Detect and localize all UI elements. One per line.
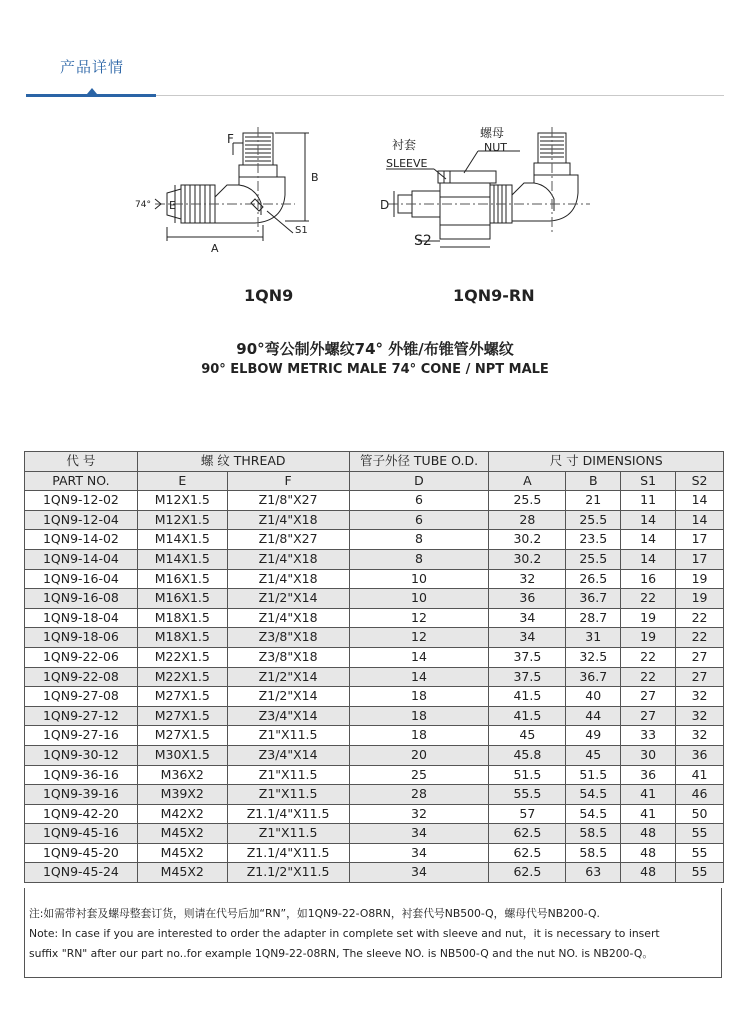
table-cell: Z1/2"X14	[227, 589, 349, 609]
table-cell: Z1.1/4"X11.5	[227, 804, 349, 824]
table-cell: 22	[621, 647, 676, 667]
header-dimensions: 尺 寸 DIMENSIONS	[489, 452, 724, 472]
table-cell: 48	[621, 843, 676, 863]
table-cell: Z1"X11.5	[227, 785, 349, 805]
table-cell: 49	[566, 726, 621, 746]
table-cell: 1QN9-27-08	[25, 687, 138, 707]
table-cell: 1QN9-36-16	[25, 765, 138, 785]
table-cell: Z1/8"X27	[227, 491, 349, 511]
table-cell: 32	[676, 706, 724, 726]
table-cell: 20	[349, 745, 489, 765]
table-cell: Z1/4"X18	[227, 549, 349, 569]
table-cell: 17	[676, 549, 724, 569]
table-cell: M22X1.5	[137, 647, 227, 667]
header-f: F	[227, 471, 349, 491]
table-cell: M27X1.5	[137, 687, 227, 707]
note-line-en-1: Note: In case if you are interested to order the adapter in complete set with sleeve and nut，it is necessary to insert	[29, 927, 660, 940]
table-cell: 27	[676, 647, 724, 667]
table-cell: 1QN9-18-04	[25, 608, 138, 628]
table-cell: 55	[676, 824, 724, 844]
table-cell: 28	[349, 785, 489, 805]
table-cell: M36X2	[137, 765, 227, 785]
table-cell: 30.2	[489, 549, 566, 569]
table-cell: 32.5	[566, 647, 621, 667]
model-label-1qn9-rn: 1QN9-RN	[453, 286, 535, 305]
table-cell: 1QN9-45-16	[25, 824, 138, 844]
spec-table	[24, 451, 724, 883]
table-cell: 30	[621, 745, 676, 765]
table-cell: M45X2	[137, 824, 227, 844]
table-cell: 1QN9-42-20	[25, 804, 138, 824]
table-cell: 14	[676, 491, 724, 511]
header-d: D	[349, 471, 489, 491]
header-b: B	[566, 471, 621, 491]
table-cell: Z1"X11.5	[227, 765, 349, 785]
table-row	[25, 569, 724, 589]
table-cell: M30X1.5	[137, 745, 227, 765]
table-cell: 22	[676, 608, 724, 628]
table-cell: 34	[489, 628, 566, 648]
table-cell: 25	[349, 765, 489, 785]
table-cell: 55	[676, 863, 724, 883]
table-cell: 55.5	[489, 785, 566, 805]
table-row	[25, 785, 724, 805]
table-row	[25, 824, 724, 844]
table-cell: 1QN9-45-24	[25, 863, 138, 883]
table-cell: 1QN9-12-02	[25, 491, 138, 511]
table-cell: 41.5	[489, 706, 566, 726]
table-cell: 14	[621, 530, 676, 550]
table-cell: 50	[676, 804, 724, 824]
header-s1: S1	[621, 471, 676, 491]
table-cell: 1QN9-39-16	[25, 785, 138, 805]
section-tab-caret	[87, 88, 97, 94]
header-tube: 管子外径 TUBE O.D.	[349, 452, 489, 472]
table-cell: 21	[566, 491, 621, 511]
table-cell: 37.5	[489, 667, 566, 687]
table-subheader-row	[25, 471, 724, 491]
table-cell: 51.5	[566, 765, 621, 785]
notes-box	[24, 888, 722, 978]
header-thread: 螺 纹 THREAD	[137, 452, 349, 472]
table-cell: 62.5	[489, 863, 566, 883]
table-cell: Z1/4"X18	[227, 608, 349, 628]
table-cell: 22	[621, 589, 676, 609]
table-row	[25, 491, 724, 511]
table-cell: 44	[566, 706, 621, 726]
table-cell: 10	[349, 569, 489, 589]
table-row	[25, 589, 724, 609]
dim-s1-label: S1	[295, 225, 308, 236]
table-cell: 22	[621, 667, 676, 687]
table-cell: 41	[676, 765, 724, 785]
table-cell: 28.7	[566, 608, 621, 628]
table-cell: M22X1.5	[137, 667, 227, 687]
table-cell: 34	[349, 824, 489, 844]
callout-nut-cn: 螺母	[480, 126, 505, 140]
table-cell: M14X1.5	[137, 549, 227, 569]
table-cell: Z3/4"X14	[227, 745, 349, 765]
section-tab-underline	[26, 94, 156, 97]
table-cell: 8	[349, 549, 489, 569]
table-cell: 14	[621, 510, 676, 530]
table-cell: 25.5	[566, 549, 621, 569]
dim-b-label: B	[311, 171, 319, 184]
table-cell: 46	[676, 785, 724, 805]
table-cell: 62.5	[489, 843, 566, 863]
table-cell: 25.5	[489, 491, 566, 511]
table-cell: 45	[489, 726, 566, 746]
table-cell: 31	[566, 628, 621, 648]
table-cell: Z1/4"X18	[227, 510, 349, 530]
table-cell: 48	[621, 824, 676, 844]
table-cell: 36	[676, 745, 724, 765]
table-cell: 32	[676, 726, 724, 746]
table-row	[25, 863, 724, 883]
table-cell: 18	[349, 726, 489, 746]
table-cell: M42X2	[137, 804, 227, 824]
table-cell: 1QN9-18-06	[25, 628, 138, 648]
table-row	[25, 510, 724, 530]
table-cell: 26.5	[566, 569, 621, 589]
header-s2: S2	[676, 471, 724, 491]
table-cell: 8	[349, 530, 489, 550]
dim-s2-label: S2	[414, 233, 432, 249]
table-cell: 14	[349, 667, 489, 687]
table-cell: 1QN9-14-02	[25, 530, 138, 550]
table-row	[25, 608, 724, 628]
table-row	[25, 667, 724, 687]
table-cell: 62.5	[489, 824, 566, 844]
table-cell: M18X1.5	[137, 628, 227, 648]
table-cell: 6	[349, 510, 489, 530]
table-cell: 1QN9-22-06	[25, 647, 138, 667]
table-cell: 27	[621, 706, 676, 726]
table-cell: 45.8	[489, 745, 566, 765]
table-cell: 41	[621, 804, 676, 824]
table-cell: Z1/8"X27	[227, 530, 349, 550]
header-code: 代 号	[25, 452, 138, 472]
table-row	[25, 628, 724, 648]
drawing-1qn9-rn	[378, 125, 598, 260]
table-row	[25, 726, 724, 746]
table-row	[25, 549, 724, 569]
table-row	[25, 647, 724, 667]
table-cell: 34	[349, 843, 489, 863]
table-cell: 18	[349, 687, 489, 707]
table-cell: M18X1.5	[137, 608, 227, 628]
table-cell: 1QN9-16-04	[25, 569, 138, 589]
table-cell: 34	[489, 608, 566, 628]
header-a: A	[489, 471, 566, 491]
table-cell: M12X1.5	[137, 491, 227, 511]
table-cell: 14	[349, 647, 489, 667]
table-cell: 1QN9-14-04	[25, 549, 138, 569]
table-cell: 33	[621, 726, 676, 746]
table-cell: 32	[489, 569, 566, 589]
table-cell: 11	[621, 491, 676, 511]
table-cell: M27X1.5	[137, 706, 227, 726]
table-header-row	[25, 452, 724, 472]
table-cell: 54.5	[566, 804, 621, 824]
table-row	[25, 843, 724, 863]
table-cell: 10	[349, 589, 489, 609]
table-cell: 55	[676, 843, 724, 863]
table-cell: 36	[489, 589, 566, 609]
callout-nut-en: NUT	[484, 141, 507, 154]
table-cell: 45	[566, 745, 621, 765]
table-cell: 19	[676, 589, 724, 609]
table-row	[25, 804, 724, 824]
table-cell: 27	[676, 667, 724, 687]
header-part-no: PART NO.	[25, 471, 138, 491]
table-cell: 14	[676, 510, 724, 530]
table-cell: 36	[621, 765, 676, 785]
table-cell: M39X2	[137, 785, 227, 805]
dim-e-label: E	[169, 199, 176, 212]
table-cell: 19	[621, 628, 676, 648]
table-cell: 1QN9-30-12	[25, 745, 138, 765]
table-cell: 58.5	[566, 824, 621, 844]
table-cell: 6	[349, 491, 489, 511]
table-cell: 41	[621, 785, 676, 805]
note-line-cn: 注:如需带衬套及螺母整套订货，则请在代号后加“RN”，如1QN9-22-O8RN，衬套代号NB500-Q，螺母代号NB200-Q.	[29, 907, 600, 920]
table-cell: 1QN9-12-04	[25, 510, 138, 530]
table-cell: 22	[676, 628, 724, 648]
dim-d-label: D	[380, 198, 390, 212]
table-cell: M12X1.5	[137, 510, 227, 530]
table-cell: M14X1.5	[137, 530, 227, 550]
table-cell: 58.5	[566, 843, 621, 863]
table-cell: Z1.1/2"X11.5	[227, 863, 349, 883]
product-heading-en: 90° ELBOW METRIC MALE 74° CONE / NPT MALE	[201, 362, 549, 377]
table-cell: M45X2	[137, 863, 227, 883]
table-row	[25, 745, 724, 765]
table-cell: 51.5	[489, 765, 566, 785]
table-cell: 34	[349, 863, 489, 883]
product-heading-cn: 90°弯公制外螺纹74° 外锥/布锥管外螺纹	[236, 340, 514, 358]
table-cell: Z3/8"X18	[227, 628, 349, 648]
table-row	[25, 765, 724, 785]
table-cell: M27X1.5	[137, 726, 227, 746]
table-row	[25, 706, 724, 726]
table-cell: 27	[621, 687, 676, 707]
section-tab-product-details[interactable]: 产品详情	[60, 58, 125, 76]
drawing-1qn9	[135, 125, 335, 260]
table-cell: Z1/4"X18	[227, 569, 349, 589]
table-cell: Z1/2"X14	[227, 667, 349, 687]
table-cell: 1QN9-27-16	[25, 726, 138, 746]
table-cell: 14	[621, 549, 676, 569]
table-cell: 36.7	[566, 667, 621, 687]
table-cell: 57	[489, 804, 566, 824]
table-cell: 1QN9-45-20	[25, 843, 138, 863]
dim-a-label: A	[211, 242, 219, 255]
table-cell: 32	[349, 804, 489, 824]
table-cell: 19	[676, 569, 724, 589]
table-cell: Z3/4"X14	[227, 706, 349, 726]
dim-angle-label: 74°	[135, 200, 151, 210]
table-row	[25, 687, 724, 707]
table-cell: M45X2	[137, 843, 227, 863]
table-cell: 28	[489, 510, 566, 530]
table-cell: 30.2	[489, 530, 566, 550]
table-cell: 32	[676, 687, 724, 707]
table-cell: 12	[349, 608, 489, 628]
table-cell: Z3/8"X18	[227, 647, 349, 667]
table-cell: 23.5	[566, 530, 621, 550]
table-cell: 37.5	[489, 647, 566, 667]
table-cell: 41.5	[489, 687, 566, 707]
table-cell: 12	[349, 628, 489, 648]
table-row	[25, 530, 724, 550]
table-cell: 1QN9-16-08	[25, 589, 138, 609]
table-cell: 19	[621, 608, 676, 628]
table-cell: 18	[349, 706, 489, 726]
header-e: E	[137, 471, 227, 491]
table-cell: 54.5	[566, 785, 621, 805]
table-cell: 1QN9-22-08	[25, 667, 138, 687]
table-cell: 63	[566, 863, 621, 883]
table-cell: M16X1.5	[137, 569, 227, 589]
table-cell: Z1/2"X14	[227, 687, 349, 707]
table-cell: Z1"X11.5	[227, 824, 349, 844]
table-cell: 16	[621, 569, 676, 589]
table-cell: M16X1.5	[137, 589, 227, 609]
table-cell: 40	[566, 687, 621, 707]
table-cell: Z1"X11.5	[227, 726, 349, 746]
table-cell: 25.5	[566, 510, 621, 530]
note-line-en-2: suffix "RN" after our part no..for example 1QN9-22-08RN, The sleeve NO. is NB500-Q and the nut NO. is NB200-Q。	[29, 947, 654, 960]
callout-sleeve-cn: 衬套	[392, 138, 417, 152]
table-cell: 17	[676, 530, 724, 550]
table-cell: Z1.1/4"X11.5	[227, 843, 349, 863]
model-label-1qn9: 1QN9	[244, 286, 294, 305]
table-cell: 1QN9-27-12	[25, 706, 138, 726]
table-cell: 36.7	[566, 589, 621, 609]
table-cell: 48	[621, 863, 676, 883]
dim-f-label: F	[227, 132, 234, 146]
callout-sleeve-en: SLEEVE	[386, 157, 428, 170]
